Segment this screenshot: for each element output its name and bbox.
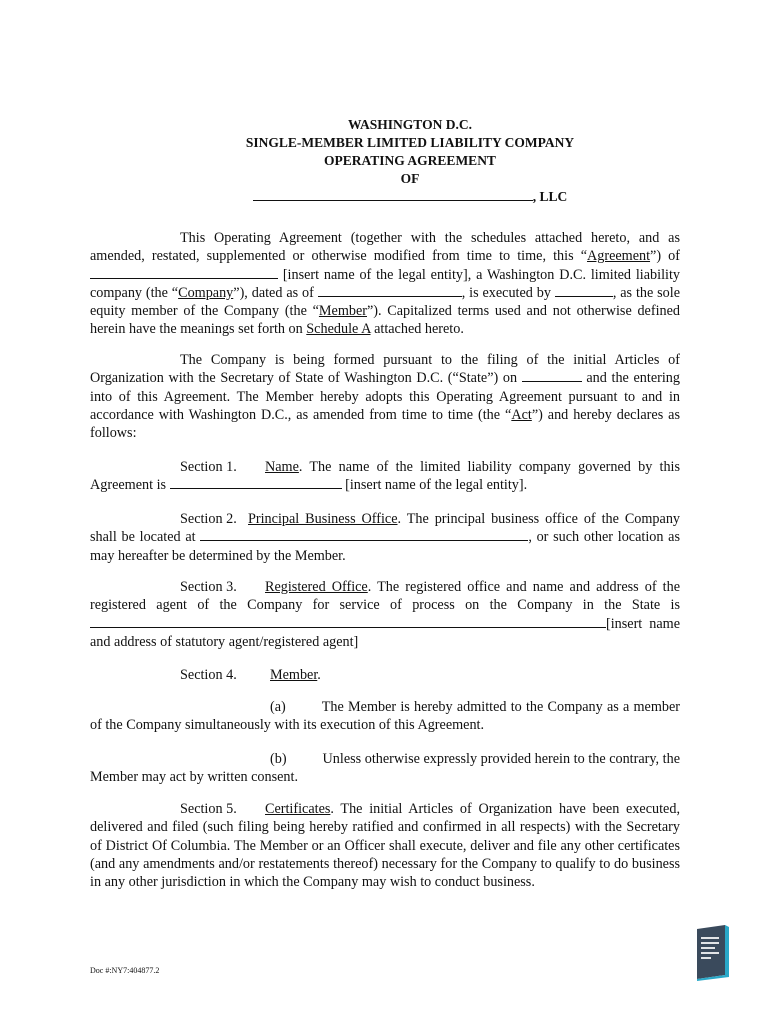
section-3: Section 3. Registered Office. The registered office and name and address of the registered agent of the Company for service of process on the Company in the State is [insert name and address of statutory agent/registered agent]	[90, 579, 680, 650]
title-line-3: OPERATING AGREEMENT	[324, 153, 496, 168]
section-4-a: (a) The Member is hereby admitted to the Company as a member of the Company simultaneously with its execution of this Agreement.	[90, 699, 680, 734]
section-1-heading: Name	[265, 459, 299, 475]
entity-name-blank[interactable]	[90, 266, 278, 279]
section-4-b: (b) Unless otherwise expressly provided herein to the contrary, the Member may act by written consent.	[90, 751, 680, 786]
schedule-a-link: Schedule A	[306, 321, 371, 338]
section-2-heading: Principal Business Office	[248, 511, 398, 527]
document-id: Doc #:NY7:404877.2	[90, 966, 160, 975]
document-icon	[695, 925, 729, 981]
section-3-label: Section 3.	[180, 579, 237, 595]
section-2-label: Section 2.	[180, 511, 237, 527]
section-5: Section 5. Certificates. The initial Articles of Organization have been executed, delivered and filed (such filing being hereby ratified and confirmed in all respects) with the Secretary of District Of Columbia. The Member or an Officer shall execute, deliver and file any other certificates (and any amendments and/or restatements thereof) necessary for the Company to qualify to do business in any other jurisdiction in which the Company may wish to conduct business.	[90, 801, 680, 891]
section-4-b-label: (b)	[270, 751, 287, 767]
filing-date-blank[interactable]	[522, 369, 582, 382]
formation-paragraph: The Company is being formed pursuant to the filing of the initial Articles of Organization with the Secretary of State of Washington D.C. (“State”) on and the entering into of this Agreement. The Member hereby adopts this Operating Agreement pursuant to and in accordance with Washington D.C., as amended from time to time (the “Act”) and hereby declares as follows:	[90, 352, 680, 442]
section-1: Section 1. Name. The name of the limited liability company governed by this Agreement is [insert name of the legal entity].	[90, 459, 680, 494]
section-5-heading: Certificates	[265, 801, 331, 817]
document-title	[0, 116, 770, 206]
section-4: Section 4. Member.	[180, 667, 321, 683]
section-4-heading: Member	[270, 667, 318, 683]
defined-term-agreement: Agreement	[587, 248, 651, 265]
title-line-2: SINGLE-MEMBER LIMITED LIABILITY COMPANY	[245, 135, 575, 150]
llc-name-blank[interactable]	[253, 188, 533, 201]
section-1-label: Section 1.	[180, 459, 237, 475]
legal-name-blank[interactable]	[170, 476, 342, 489]
office-address-blank[interactable]	[200, 528, 528, 541]
defined-term-company: Company	[178, 284, 234, 301]
member-name-blank[interactable]	[555, 284, 613, 297]
registered-agent-blank[interactable]	[90, 615, 606, 628]
section-2: Section 2. Principal Business Office. The principal business office of the Company shall be located at , or such other location as may hereafter be determined by the Member.	[90, 511, 681, 564]
section-5-label: Section 5.	[180, 801, 237, 817]
defined-term-member: Member	[318, 303, 367, 320]
section-4-a-label: (a)	[270, 699, 286, 715]
date-blank[interactable]	[318, 284, 462, 297]
title-line-5	[0, 188, 770, 206]
defined-term-act: Act	[511, 406, 532, 423]
intro-paragraph: This Operating Agreement (together with the schedules attached hereto, and as amended, restated, supplemented or otherwise modified from time to time, this “Agreement”) of [insert name of the legal entity], a Washington D.C. limited liability company (the “Company”), dated as of , is executed by , as the sole equity member of the Company (the “Member”). Capitalized terms used and not otherwise defined herein have the meanings set forth on Schedule A attached hereto.	[90, 230, 681, 338]
llc-suffix: , LLC	[532, 189, 568, 204]
title-line-4: OF	[400, 171, 420, 186]
section-4-label: Section 4.	[180, 667, 237, 683]
section-3-heading: Registered Office	[265, 579, 368, 595]
title-line-1: WASHINGTON D.C.	[348, 117, 472, 132]
